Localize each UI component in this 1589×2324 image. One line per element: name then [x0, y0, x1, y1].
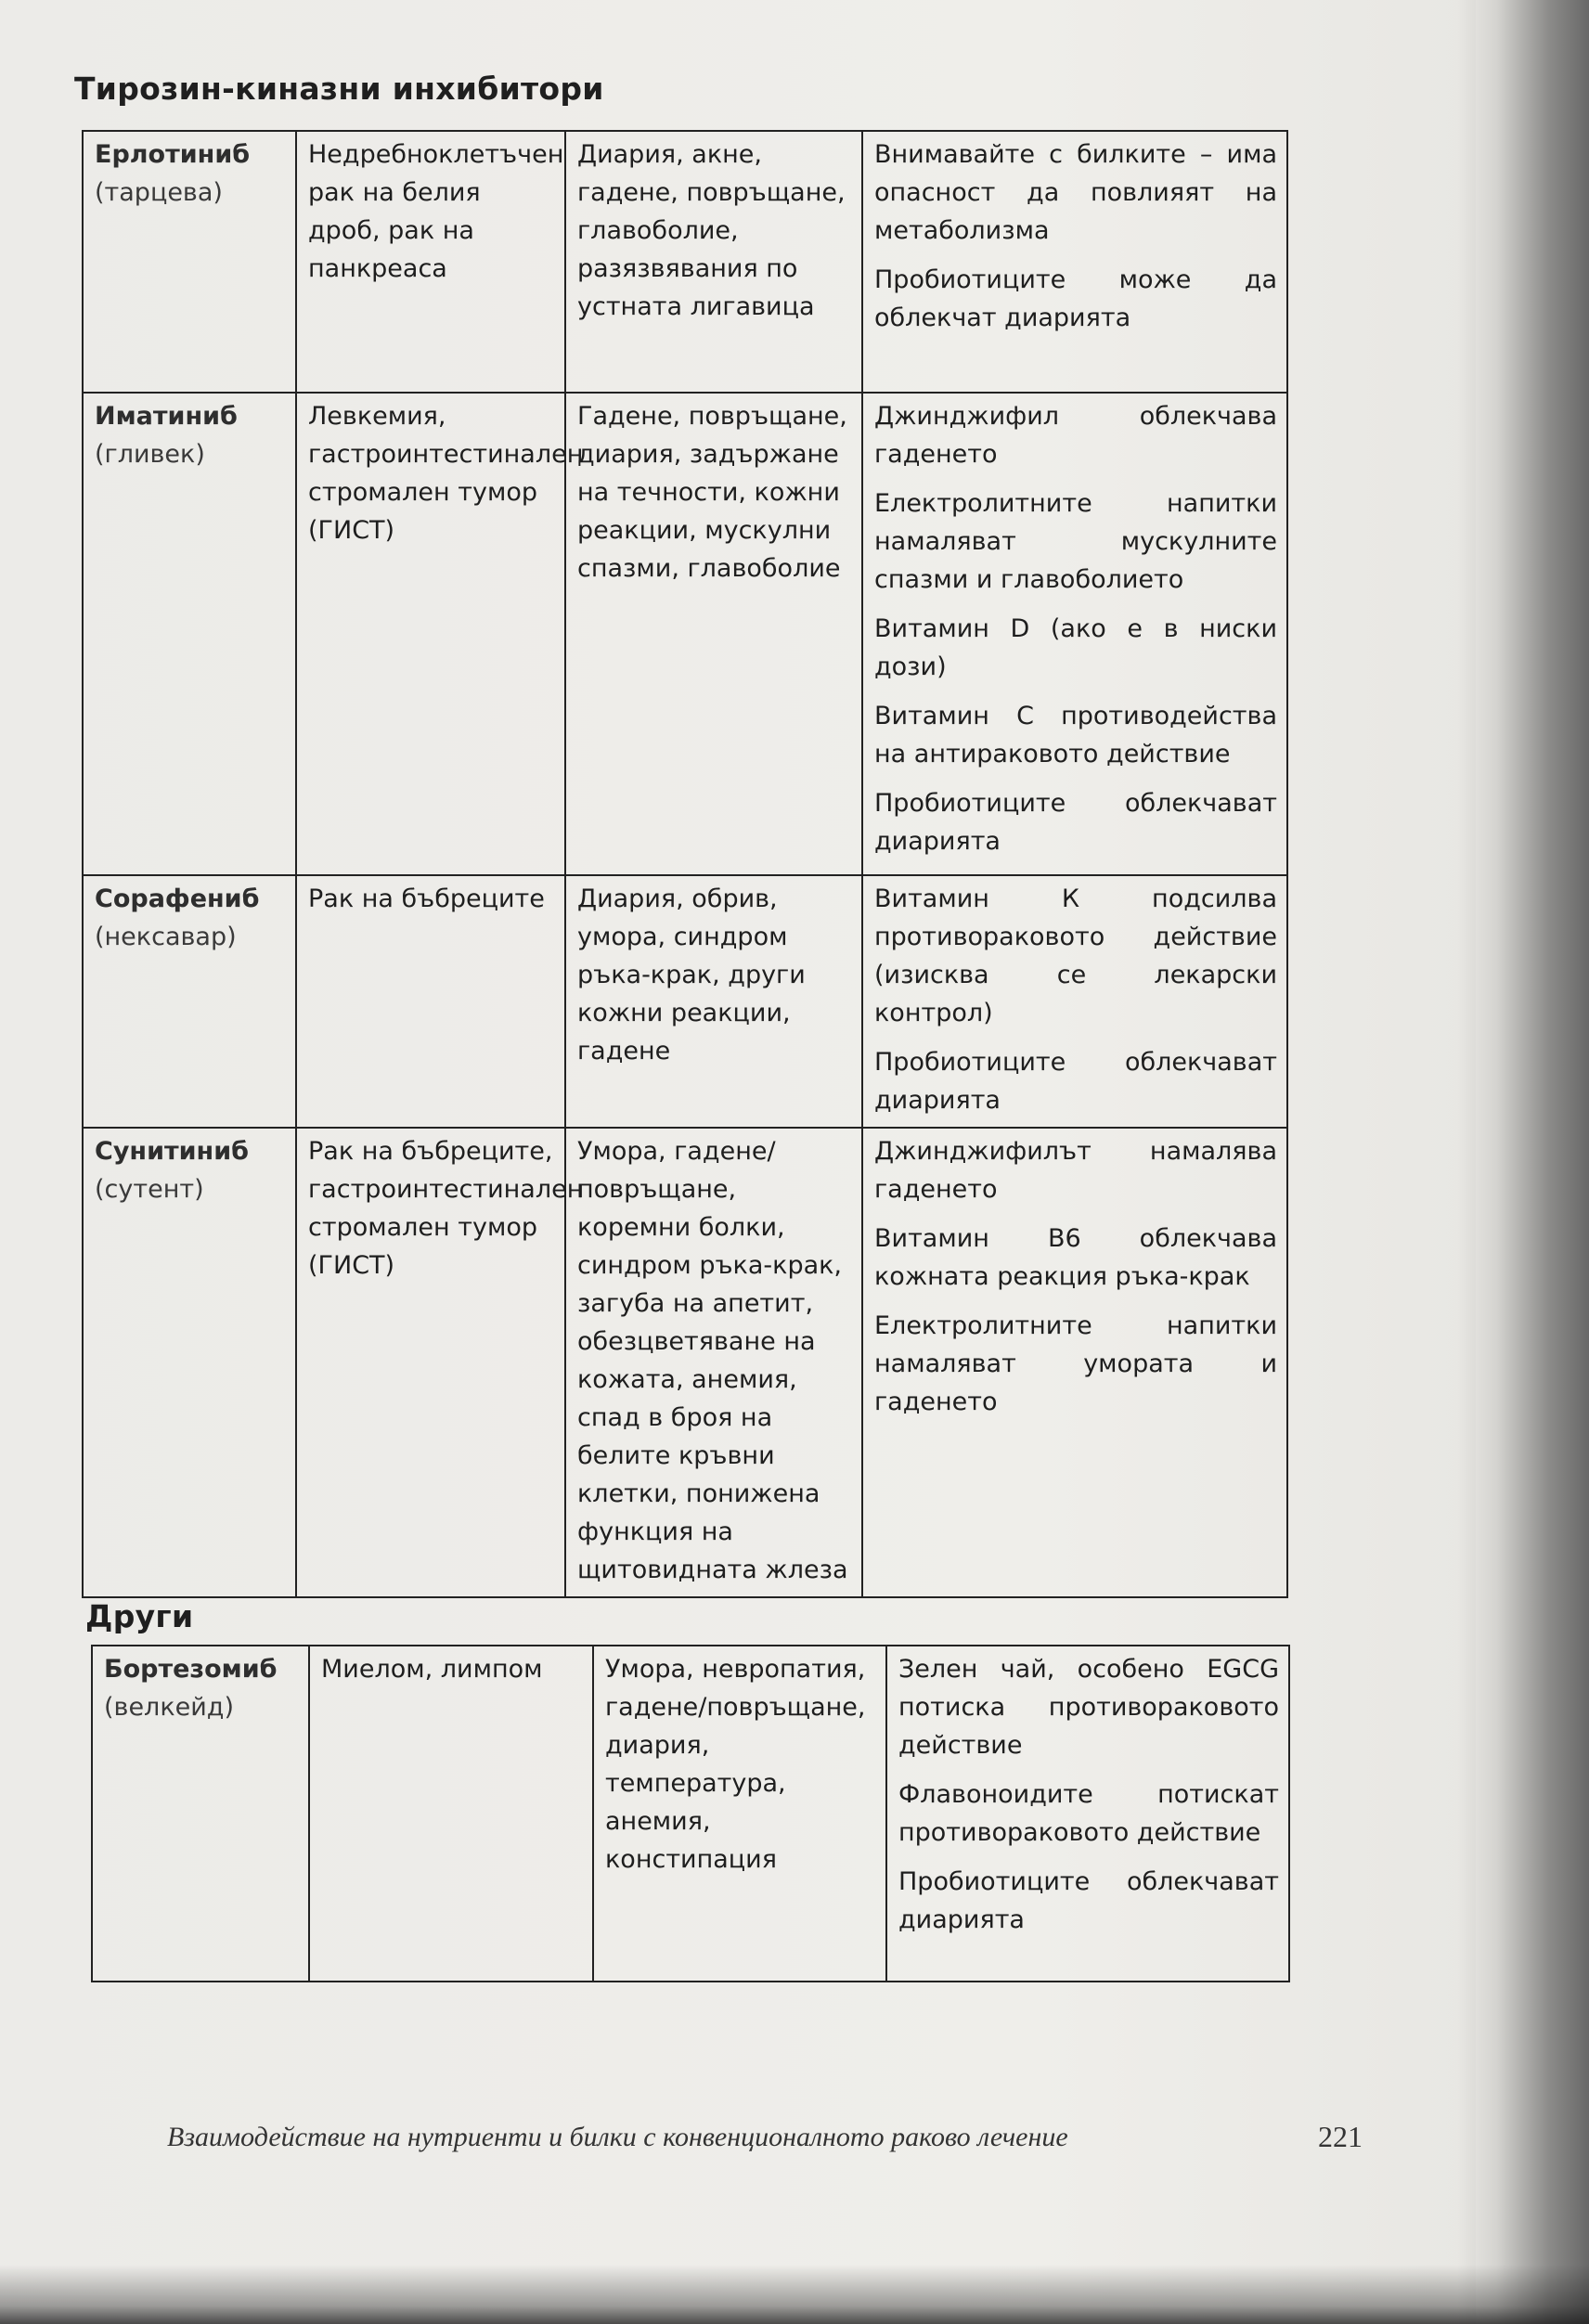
drug-name: Бортезомиб	[104, 1655, 278, 1684]
note-item: Пробиотиците облекчават диарията	[874, 1048, 1277, 1115]
note-item: Пробиотиците облекчават диарията	[874, 789, 1277, 856]
drug-cell	[83, 875, 296, 1128]
side-effects-cell: Диария, акне, гадене, повръщане, главоболие, разязвявания по устната лигавица	[565, 131, 862, 393]
section-title-tyrosine-kinase: Тирозин-киназни инхибитори	[74, 71, 604, 107]
tyrosine-kinase-table	[82, 130, 1288, 1598]
note-item: Джинджифилът намалява гаденето	[874, 1137, 1277, 1204]
page-edge-shadow	[1457, 0, 1589, 2324]
note-item: Витамин К подсилва противораковото действие (изисква се лекарски контрол)	[874, 884, 1277, 1027]
side-effects-cell: Гадене, повръщане, диария, задържане на течности, кожни реакции, мускулни спазми, главоболие	[565, 393, 862, 875]
drug-cell	[92, 1646, 309, 1982]
table-row	[83, 875, 1287, 1128]
side-effects-cell: Диария, обрив, умора, синдром ръка-крак, други кожни реакции, гадене	[565, 875, 862, 1128]
note-item: Флавоноидите потискат противораковото действие	[898, 1780, 1279, 1847]
other-drugs-table	[91, 1645, 1290, 1982]
note-item: Електролитните напитки намаляват умората и гаденето	[874, 1311, 1277, 1416]
drug-cell	[83, 1128, 296, 1597]
drug-brand: (велкейд)	[104, 1693, 234, 1722]
side-effects-cell: Умора, невропатия, гадене/повръщане, диария, температура, анемия, констипация	[593, 1646, 886, 1982]
note-item: Витамин С противодейства на антираковото действие	[874, 702, 1277, 768]
indication-cell: Рак на бъбреците, гастроинтестинален стромален тумор (ГИСТ)	[296, 1128, 565, 1597]
drug-name: Сунитиниб	[95, 1137, 249, 1166]
note-item: Джинджифил облекчава гаденето	[874, 402, 1277, 469]
drug-brand: (тарцева)	[95, 178, 223, 207]
notes-cell	[862, 1128, 1287, 1597]
drug-name: Сорафениб	[95, 884, 260, 913]
notes-cell	[862, 393, 1287, 875]
drug-brand: (сутент)	[95, 1175, 204, 1204]
note-item: Витамин D (ако е в ниски дози)	[874, 614, 1277, 681]
indication-cell: Миелом, лимпом	[309, 1646, 593, 1982]
note-item: Витамин В6 облекчава кожната реакция ръка-крак	[874, 1224, 1277, 1291]
indication-cell: Левкемия, гастроинтестинален стромален тумор (ГИСТ)	[296, 393, 565, 875]
drug-brand: (гливек)	[95, 440, 205, 469]
table-row	[83, 1128, 1287, 1597]
drug-cell	[83, 393, 296, 875]
side-effects-cell: Умора, гадене/повръщане, коремни болки, синдром ръка-крак, загуба на апетит, обезцветяване на кожата, анемия, спад в броя на белите кръвни клетки, понижена функция на щитовидната жлеза	[565, 1128, 862, 1597]
table-row	[83, 131, 1287, 393]
drug-brand: (нексавар)	[95, 923, 237, 951]
drug-name: Ерлотиниб	[95, 140, 251, 169]
note-item: Зелен чай, особено EGCG потиска противораковото действие	[898, 1655, 1279, 1760]
section-title-other: Други	[85, 1598, 194, 1634]
notes-cell	[886, 1646, 1289, 1982]
indication-cell: Недребноклетъчен рак на белия дроб, рак на панкреаса	[296, 131, 565, 393]
note-item: Електролитните напитки намаляват мускулните спазми и главоболието	[874, 489, 1277, 594]
indication-cell: Рак на бъбреците	[296, 875, 565, 1128]
drug-name: Иматиниб	[95, 402, 238, 431]
notes-cell	[862, 875, 1287, 1128]
table-row	[92, 1646, 1289, 1982]
scan-bottom-shadow	[0, 2265, 1589, 2324]
note-item: Пробиотиците може да облекчат диарията	[874, 265, 1277, 332]
notes-cell	[862, 131, 1287, 393]
drug-cell	[83, 131, 296, 393]
page-number: 221	[1318, 2120, 1363, 2153]
running-footer: Взаимодействие на нутриенти и билки с конвенционалното раково лечение	[167, 2122, 1068, 2152]
note-item: Пробиотиците облекчават диарията	[898, 1867, 1279, 1934]
table-row	[83, 393, 1287, 875]
note-item: Внимавайте с билките – има опасност да повлияят на метаболизма	[874, 140, 1277, 245]
